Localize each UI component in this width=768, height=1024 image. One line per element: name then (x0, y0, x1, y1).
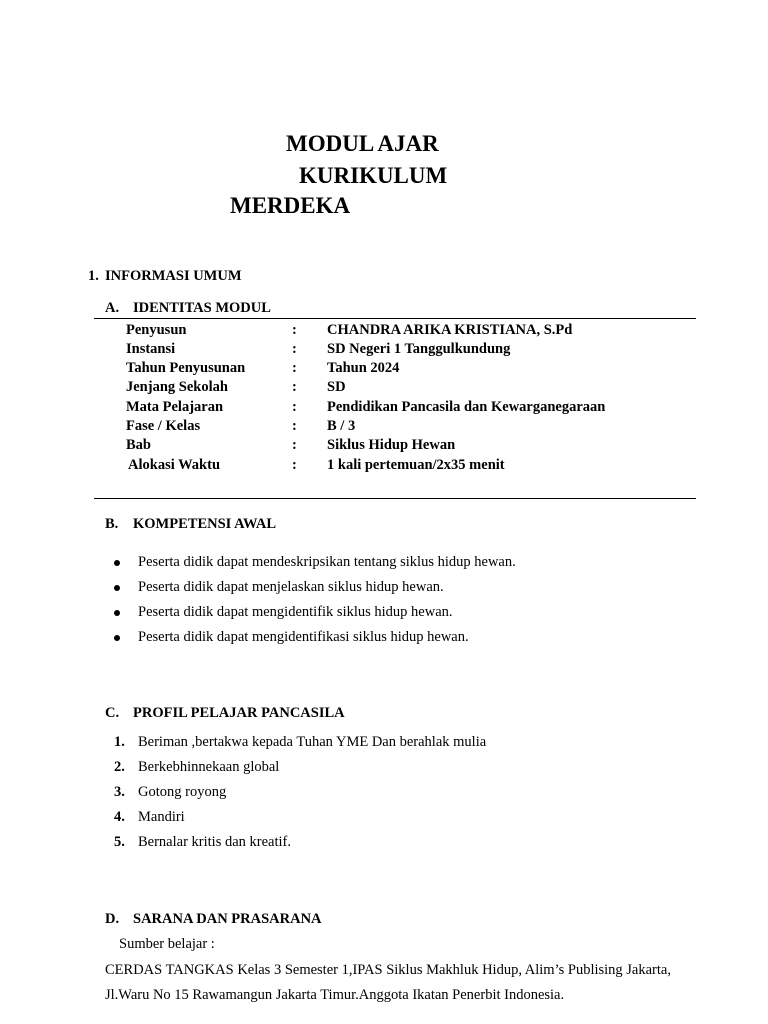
identitas-value: 1 kali pertemuan/2x35 menit (327, 457, 505, 473)
identitas-separator: : (292, 437, 297, 453)
identitas-separator: : (292, 360, 297, 376)
identitas-separator: : (292, 341, 297, 357)
identitas-label: Instansi (126, 341, 176, 357)
section-1-number: 1. (88, 268, 99, 284)
list-item-text: Gotong royong (138, 784, 227, 800)
bullet-icon (114, 610, 120, 616)
identitas-top-rule (94, 318, 696, 319)
list-item-number: 1. (114, 734, 125, 750)
sarana-heading: SARANA DAN PRASARANA (133, 911, 322, 927)
identitas-letter: A. (105, 300, 120, 316)
identitas-separator: : (292, 457, 297, 473)
list-item-text: Bernalar kritis dan kreatif. (138, 834, 291, 850)
list-item-text: Berkebhinnekaan global (138, 759, 280, 775)
identitas-value: CHANDRA ARIKA KRISTIANA, S.Pd (327, 322, 573, 338)
identitas-value: SD Negeri 1 Tanggulkundung (327, 341, 511, 357)
profil-letter: C. (105, 705, 120, 721)
document-title-line-2: KURIKULUM (299, 163, 448, 188)
bullet-icon (114, 560, 120, 566)
sarana-letter: D. (105, 911, 120, 927)
list-item-number: 3. (114, 784, 125, 800)
identitas-separator: : (292, 418, 297, 434)
identitas-value: SD (327, 379, 346, 395)
identitas-label: Penyusun (126, 322, 187, 338)
identitas-separator: : (292, 379, 297, 395)
identitas-value: Tahun 2024 (327, 360, 400, 376)
sumber-belajar-line-2: Jl.Waru No 15 Rawamangun Jakarta Timur.Anggota Ikatan Penerbit Indonesia. (105, 987, 565, 1003)
identitas-value: B / 3 (327, 418, 356, 434)
identitas-label: Alokasi Waktu (128, 457, 221, 473)
identitas-label: Fase / Kelas (126, 418, 201, 434)
identitas-heading: IDENTITAS MODUL (133, 300, 271, 316)
list-item-text: Peserta didik dapat mendeskripsikan tentang siklus hidup hewan. (138, 554, 516, 570)
list-item-text: Peserta didik dapat menjelaskan siklus hidup hewan. (138, 579, 444, 595)
list-item-text: Mandiri (138, 809, 185, 825)
identitas-label: Mata Pelajaran (126, 399, 224, 415)
bullet-icon (114, 585, 120, 591)
identitas-bottom-rule (94, 498, 696, 499)
sumber-belajar-line-1: CERDAS TANGKAS Kelas 3 Semester 1,IPAS Siklus Makhluk Hidup, Alim’s Publising Jakarta, (105, 962, 671, 978)
bullet-icon (114, 635, 120, 641)
list-item-text: Peserta didik dapat mengidentifikasi siklus hidup hewan. (138, 629, 469, 645)
section-1-heading: INFORMASI UMUM (105, 268, 242, 284)
sumber-belajar-label: Sumber belajar : (119, 936, 215, 952)
identitas-separator: : (292, 399, 297, 415)
identitas-label: Jenjang Sekolah (126, 379, 228, 395)
document-title-line-1: MODUL AJAR (286, 131, 439, 156)
kompetensi-letter: B. (105, 516, 119, 532)
document-title-line-3: MERDEKA (230, 193, 351, 218)
list-item-number: 2. (114, 759, 125, 775)
list-item-text: Beriman ,bertakwa kepada Tuhan YME Dan berahlak mulia (138, 734, 487, 750)
identitas-value: Pendidikan Pancasila dan Kewarganegaraan (327, 399, 606, 415)
identitas-value: Siklus Hidup Hewan (327, 437, 456, 453)
kompetensi-heading: KOMPETENSI AWAL (133, 516, 277, 532)
profil-heading: PROFIL PELAJAR PANCASILA (133, 705, 345, 721)
list-item-number: 5. (114, 834, 125, 850)
identitas-label: Tahun Penyusunan (126, 360, 246, 376)
list-item-text: Peserta didik dapat mengidentifik siklus hidup hewan. (138, 604, 453, 620)
list-item-number: 4. (114, 809, 125, 825)
identitas-label: Bab (126, 437, 151, 453)
identitas-separator: : (292, 322, 297, 338)
